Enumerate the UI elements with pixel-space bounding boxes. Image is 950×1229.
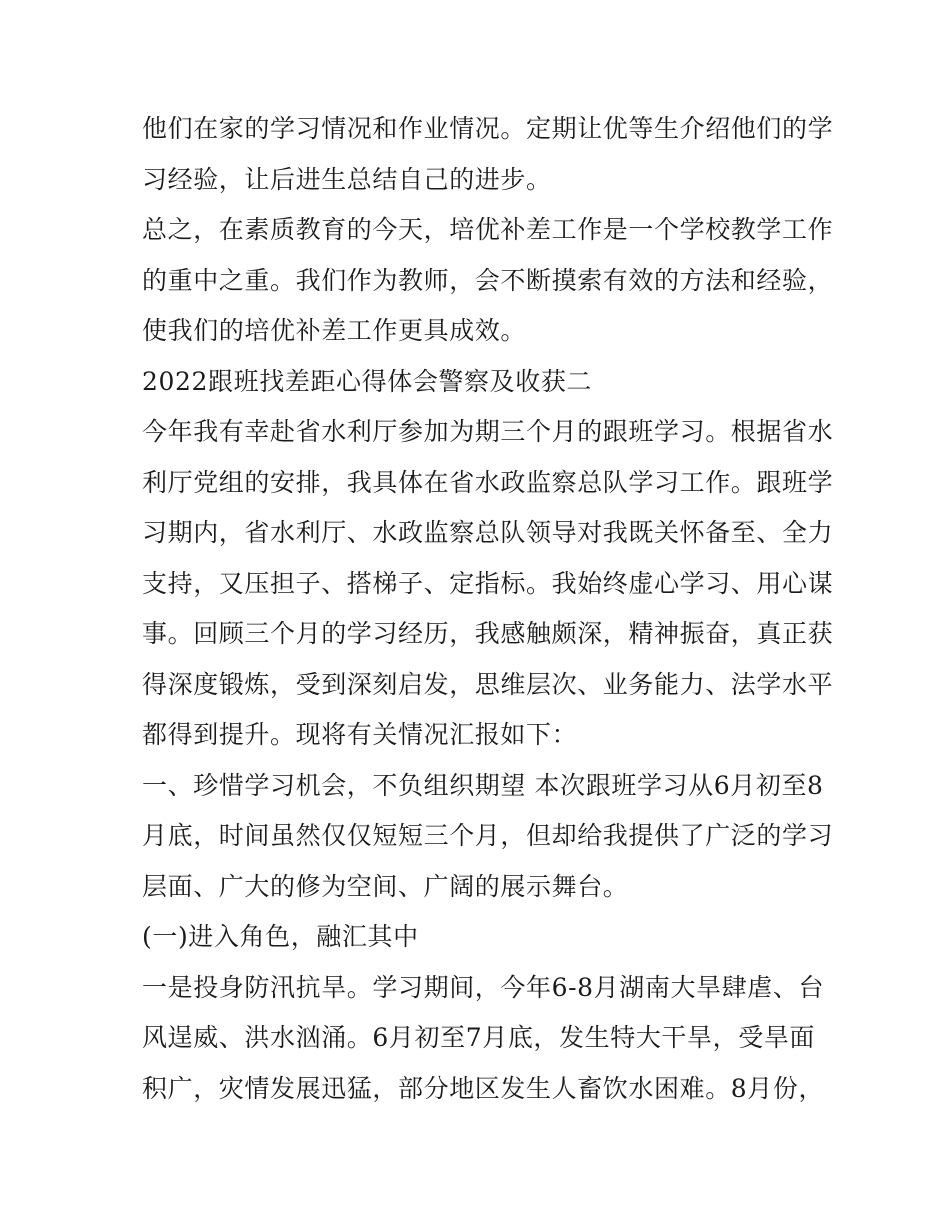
paragraph-line: 今年我有幸赴省水利厅参加为期三个月的跟班学习。根据省水 (142, 417, 834, 446)
paragraph-line: 都得到提升。现将有关情况汇报如下： (142, 720, 578, 749)
paragraph-line: 习期内，省水利厅、水政监察总队领导对我既关怀备至、全力 (142, 518, 834, 547)
paragraph-line: 一是投身防汛抗旱。学习期间，今年6-8月湖南大旱肆虐、台 (142, 972, 825, 1002)
paragraph-line: 习经验，让后进生总结自己的进步。 (142, 164, 552, 194)
paragraph-line: 得深度锻炼，受到深刻启发，思维层次、业务能力、法学水平 (142, 669, 834, 699)
paragraph-line: 使我们的培优补差工作更具成效。 (142, 316, 527, 345)
paragraph-line: 的重中之重。我们作为教师，会不断摸索有效的方法和经验， (142, 265, 834, 295)
section-heading-line: 一、珍惜学习机会，不负组织期望 本次跟班学习从6月初至8 (142, 770, 824, 800)
paragraph-line: 支持，又压担子、搭梯子、定指标。我始终虚心学习、用心谋 (142, 568, 834, 598)
paragraph-line: 事。回顾三个月的学习经历，我感触颇深，精神振奋，真正获 (142, 619, 834, 648)
paragraph-line: 风逞威、洪水汹涌。6月初至7月底，发生特大干旱，受旱面 (142, 1023, 816, 1052)
subsection-heading: (一)进入角色，融汇其中 (142, 922, 419, 951)
paragraph-line: 层面、广大的修为空间、广阔的展示舞台。 (142, 871, 629, 901)
paragraph-line: 他们在家的学习情况和作业情况。定期让优等生介绍他们的学 (142, 114, 834, 143)
paragraph-line: 总之，在素质教育的今天，培优补差工作是一个学校教学工作 (142, 215, 834, 244)
paragraph-line: 积广，灾情发展迅猛，部分地区发生人畜饮水困难。8月份， (142, 1073, 825, 1103)
section-title: 2022跟班找差距心得体会警察及收获二 (142, 366, 593, 396)
document-body (142, 104, 834, 1114)
paragraph-line: 月底，时间虽然仅仅短短三个月，但却给我提供了广泛的学习 (142, 821, 834, 850)
paragraph-line: 利厅党组的安排，我具体在省水政监察总队学习工作。跟班学 (142, 467, 834, 497)
